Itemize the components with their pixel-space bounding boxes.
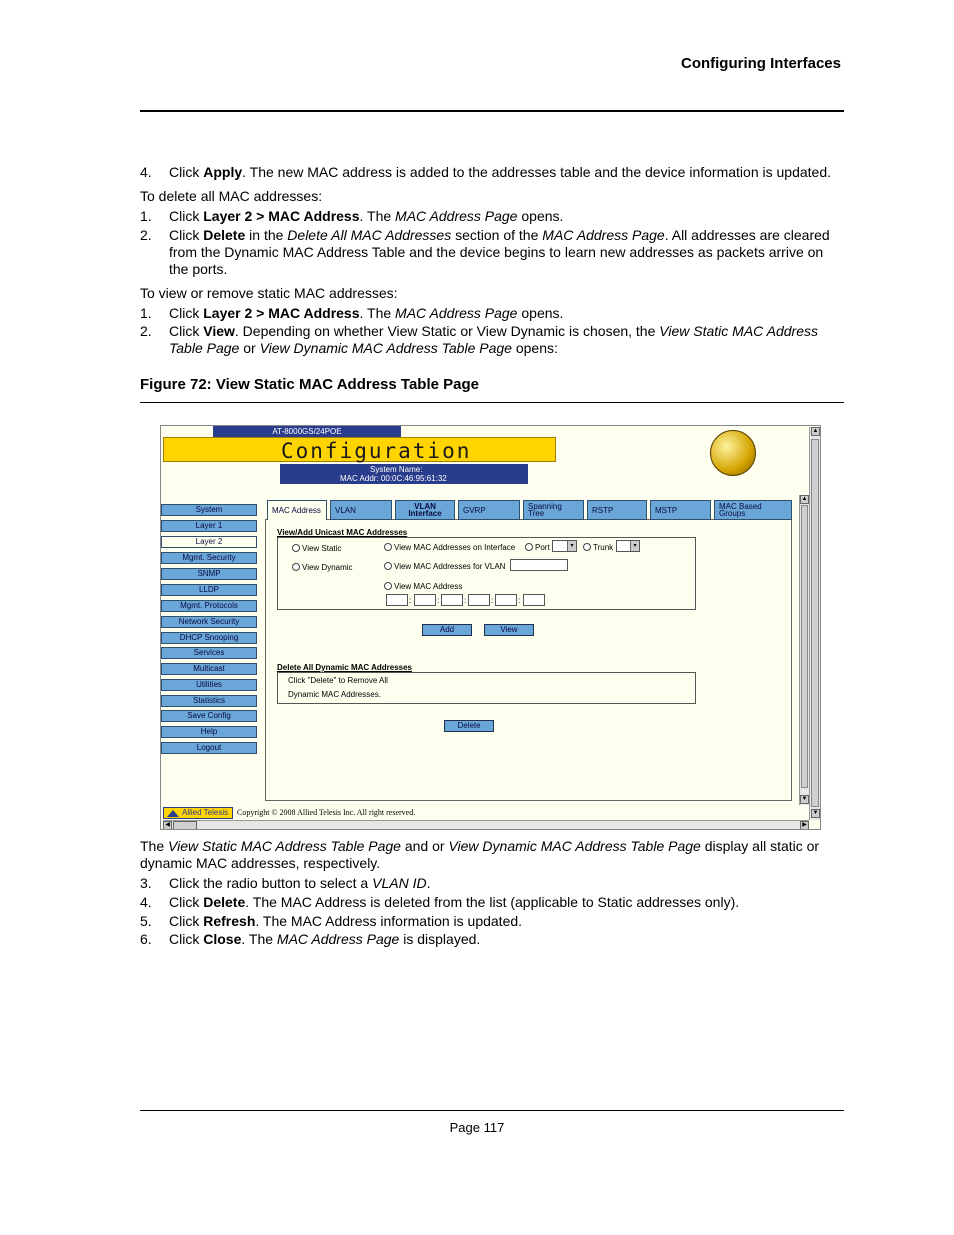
scroll-thumb[interactable]: [801, 505, 808, 788]
add-button[interactable]: Add: [422, 624, 472, 636]
sidebar-item-layer1[interactable]: Layer 1: [161, 520, 257, 532]
chevron-down-icon: ▾: [567, 541, 576, 551]
allied-telesis-logo: Allied Telesis: [163, 807, 233, 819]
scroll-thumb[interactable]: [173, 821, 197, 830]
sidebar-item-utilities[interactable]: Utilities: [161, 679, 257, 691]
config-banner: [163, 437, 556, 462]
mac-octet-3-input[interactable]: [441, 594, 463, 606]
radio-icon: [525, 543, 533, 551]
window-horizontal-scrollbar[interactable]: [163, 820, 809, 830]
mac-octet-6-input[interactable]: [523, 594, 545, 606]
system-name-label: System Name:: [370, 465, 423, 474]
sidebar-item-mgmt-security[interactable]: Mgmt. Security: [161, 552, 257, 564]
port-radio[interactable]: Port: [525, 543, 550, 552]
sidebar-item-dhcp-snooping[interactable]: DHCP Snooping: [161, 632, 257, 644]
scroll-up-icon[interactable]: ▲: [812, 428, 819, 434]
on-interface-radio[interactable]: View MAC Addresses on Interface: [384, 543, 515, 552]
delete-section-title: Delete All Dynamic MAC Addresses: [277, 663, 413, 672]
step-apply: 4. Click Apply. The new MAC address is added to the addresses table and the device information is updated.: [140, 164, 831, 180]
mac-separator: :: [491, 596, 494, 605]
after-step-4: 4. Click Delete. The MAC Address is deleted from the list (applicable to Static addresses only).: [140, 894, 740, 910]
delete-frame: [277, 672, 696, 704]
tab-rstp[interactable]: RSTP: [587, 500, 647, 520]
sidebar-item-multicast[interactable]: Multicast: [161, 663, 257, 675]
sidebar-item-lldp[interactable]: LLDP: [161, 584, 257, 596]
radio-icon: [384, 562, 392, 570]
unicast-section-title: View/Add Unicast MAC Addresses: [277, 528, 408, 537]
view-dynamic-radio[interactable]: View Dynamic: [292, 563, 353, 572]
screenshot-figure: [160, 425, 821, 830]
screen-footer: [163, 807, 809, 819]
radio-icon: [384, 582, 392, 590]
mac-octet-2-input[interactable]: [414, 594, 436, 606]
config-title: Configuration: [281, 439, 472, 463]
tab-spanning-tree[interactable]: Spanning Tree: [523, 500, 584, 520]
window-vertical-scrollbar[interactable]: [809, 427, 821, 820]
mac-octet-4-input[interactable]: [468, 594, 490, 606]
scroll-down-icon[interactable]: ▼: [801, 796, 808, 802]
sidebar-item-help[interactable]: Help: [161, 726, 257, 738]
after-paragraph: The View Static MAC Address Table Page and or View Dynamic MAC Address Table Page display all static or dynamic MAC addresses, respectively.: [140, 838, 820, 871]
mac-separator: :: [518, 596, 521, 605]
tab-vlan[interactable]: VLAN: [330, 500, 392, 520]
view-step-1: 1. Click Layer 2 > MAC Address. The MAC Address Page opens.: [140, 305, 564, 321]
delete-hint-2: Dynamic MAC Addresses.: [288, 690, 381, 699]
tab-mac-address[interactable]: MAC Address: [267, 500, 327, 520]
mac-separator: :: [409, 596, 412, 605]
trunk-select[interactable]: [616, 540, 640, 552]
view-mac-radio[interactable]: View MAC Address: [384, 582, 462, 591]
view-static-radio[interactable]: View Static: [292, 544, 341, 553]
tab-mac-based-groups[interactable]: MAC Based Groups: [714, 500, 792, 520]
mac-octet-1-input[interactable]: [386, 594, 408, 606]
scroll-up-icon[interactable]: ▲: [801, 496, 808, 502]
for-vlan-radio[interactable]: View MAC Addresses for VLAN: [384, 562, 505, 571]
scroll-down-icon[interactable]: ▼: [812, 810, 819, 816]
radio-icon: [292, 563, 300, 571]
mac-addr-label: MAC Addr: 00:0C:46:95:61:32: [340, 474, 447, 483]
sidebar-item-logout[interactable]: Logout: [161, 742, 257, 754]
scroll-right-icon[interactable]: ▶: [800, 821, 809, 830]
scroll-left-icon[interactable]: ◀: [163, 821, 172, 830]
sidebar-item-layer2[interactable]: Layer 2: [161, 536, 257, 548]
header-rule: [140, 110, 844, 112]
radio-icon: [384, 543, 392, 551]
mac-separator: :: [464, 596, 467, 605]
port-select[interactable]: [552, 540, 577, 552]
delete-step-1: 1. Click Layer 2 > MAC Address. The MAC Address Page opens.: [140, 208, 564, 224]
delete-step-2: 2. Click Delete in the Delete All MAC Addresses section of the MAC Address Page. All addresses are cleared from the Dynamic MAC Address Table and the device begins to learn new addresses as packets arrive on the ports.: [140, 227, 830, 277]
tab-gvrp[interactable]: GVRP: [458, 500, 520, 520]
globe-logo-icon: [710, 430, 756, 476]
after-step-3: 3. Click the radio button to select a VLAN ID.: [140, 875, 431, 891]
running-header: Configuring Interfaces: [680, 55, 841, 72]
radio-icon: [292, 544, 300, 552]
sidebar-item-network-security[interactable]: Network Security: [161, 616, 257, 628]
tab-vlan-interface[interactable]: VLAN Interface: [395, 500, 455, 520]
chevron-down-icon: ▾: [630, 541, 639, 551]
trunk-radio[interactable]: Trunk: [583, 543, 613, 552]
delete-button[interactable]: Delete: [444, 720, 494, 732]
tab-mstp[interactable]: MSTP: [650, 500, 711, 520]
view-step-2: 2. Click View. Depending on whether View Static or View Dynamic is chosen, the View Static MAC Address Table Page or View Dynamic MAC Address Table Page opens:: [140, 323, 818, 356]
after-step-6: 6. Click Close. The MAC Address Page is displayed.: [140, 931, 481, 947]
vlan-input[interactable]: [510, 559, 568, 571]
sidebar-item-mgmt-protocols[interactable]: Mgmt. Protocols: [161, 600, 257, 612]
delete-hint-1: Click "Delete" to Remove All: [288, 676, 388, 685]
copyright-text: Copyright © 2008 Allied Telesis Inc. All right reserved.: [237, 808, 416, 817]
sidebar-item-snmp[interactable]: SNMP: [161, 568, 257, 580]
figure-caption: Figure 72: View Static MAC Address Table Page: [140, 376, 479, 393]
mac-separator: :: [437, 596, 440, 605]
delete-all-lead: To delete all MAC addresses:: [140, 188, 323, 204]
sidebar-item-services[interactable]: Services: [161, 647, 257, 659]
system-info-box: [280, 464, 528, 484]
figure-rule: [140, 402, 844, 403]
page-number: Page 117: [449, 1120, 505, 1135]
scroll-thumb[interactable]: [811, 439, 819, 807]
view-button[interactable]: View: [484, 624, 534, 636]
footer-rule: [140, 1110, 844, 1111]
radio-icon: [583, 543, 591, 551]
sidebar-item-statistics[interactable]: Statistics: [161, 695, 257, 707]
sidebar-item-save-config[interactable]: Save Config: [161, 710, 257, 722]
view-remove-lead: To view or remove static MAC addresses:: [140, 285, 398, 301]
mac-octet-5-input[interactable]: [495, 594, 517, 606]
after-step-5: 5. Click Refresh. The MAC Address information is updated.: [140, 913, 523, 929]
model-label: AT-8000GS/24POE: [213, 426, 401, 437]
sidebar-item-system[interactable]: System: [161, 504, 257, 516]
